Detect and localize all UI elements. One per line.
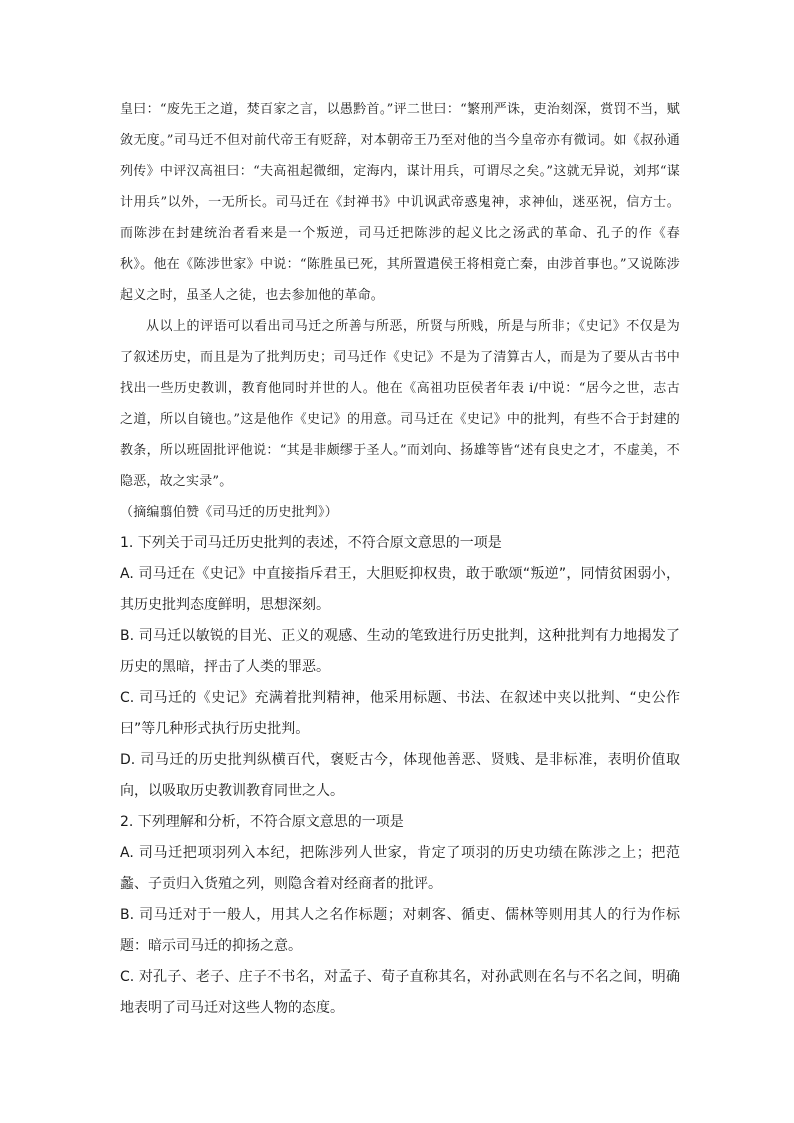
question-2-option-c: C. 对孔子、老子、庄子不书名，对孟子、荀子直称其名，对孙武则在名与不名之间，明确地表明了司马迁对这些人物的态度。 <box>120 969 680 1016</box>
passage <box>120 94 680 528</box>
question-1-stem: 1. 下列关于司马迁历史批判的表述，不符合原文意思的一项是 <box>120 535 502 551</box>
passage-paragraph-2: 从以上的评语可以看出司马迁之所善与所恶，所贤与所贱，所是与所非；《史记》不仅是为了叙述历史，而且是为了批判历史；司马迁作《史记》不是为了清算古人，而是为了要从古书中找出一些历史教训，教育他同时并世的人。他在《高祖功臣侯者年表 i/中说：“居今之世，志古之道，所以自镜也。”这是他作《史记》的用意。司马迁在《史记》中的批判，有些不合于封建的教条，所以班固批评他说：“其是非颇缪于圣人。”而刘向、扬雄等皆“述有良史之才，不虚美，不隐恶，故之实录”。 <box>120 319 680 489</box>
question-2-option-b: B. 司马迁对于一般人，用其人之名作标题；对刺客、循吏、儒林等则用其人的行为作标题：暗示司马迁的抑扬之意。 <box>120 907 680 954</box>
question-1 <box>120 528 680 807</box>
passage-paragraph-1: 皇曰：“废先王之道，焚百家之言，以愚黔首。”评二世曰：“繁刑严诛，吏治刻深，赏罚不当，赋敛无度。”司马迁不但对前代帝王有贬辞，对本朝帝王乃至对他的当今皇帝亦有微词。如《叔孙通列传》中评汉高祖曰：“夫高祖起微细，定海内，谋计用兵，可谓尽之矣。”这就无异说，刘邦“谋计用兵”以外，一无所长。司马迁在《封禅书》中讥讽武帝惑鬼神，求神仙，迷巫祝，信方士。而陈涉在封建统治者看来是一个叛逆，司马迁把陈涉的起义比之汤武的革命、孔子的作《春秋》。他在《陈涉世家》中说：“陈胜虽已死，其所置遣侯王将相竟亡秦，由涉首事也。”又说陈涉起义之时，虽圣人之徒，也去参加他的革命。 <box>120 102 680 303</box>
question-1-option-a: A. 司马迁在《史记》中直接指斥君王，大胆贬抑权贵，敢于歌颂“叛逆”，同情贫困弱小，其历史批判态度鲜明，思想深刻。 <box>120 566 680 613</box>
question-1-option-b: B. 司马迁以敏锐的目光、正义的观感、生动的笔致进行历史批判，这种批判有力地揭发了历史的黑暗，抨击了人类的罪恶。 <box>120 628 680 675</box>
question-1-option-d: D. 司马迁的历史批判纵横百代，褒贬古今，体现他善恶、贤贱、是非标准，表明价值取向，以吸取历史教训教育同世之人。 <box>120 752 680 799</box>
question-1-option-c: C. 司马迁的《史记》充满着批判精神，他采用标题、书法、在叙述中夹以批判、“史公作曰”等几种形式执行历史批判。 <box>120 690 680 737</box>
question-2-stem: 2. 下列理解和分析，不符合原文意思的一项是 <box>120 814 404 830</box>
question-2-option-a: A. 司马迁把项羽列入本纪，把陈涉列人世家，肯定了项羽的历史功绩在陈涉之上；把范蠡、子贡归入货殖之列，则隐含着对经商者的批评。 <box>120 845 680 892</box>
passage-source: （摘编翦伯赞《司马迁的历史批判》） <box>120 505 338 520</box>
question-2 <box>120 807 680 1024</box>
